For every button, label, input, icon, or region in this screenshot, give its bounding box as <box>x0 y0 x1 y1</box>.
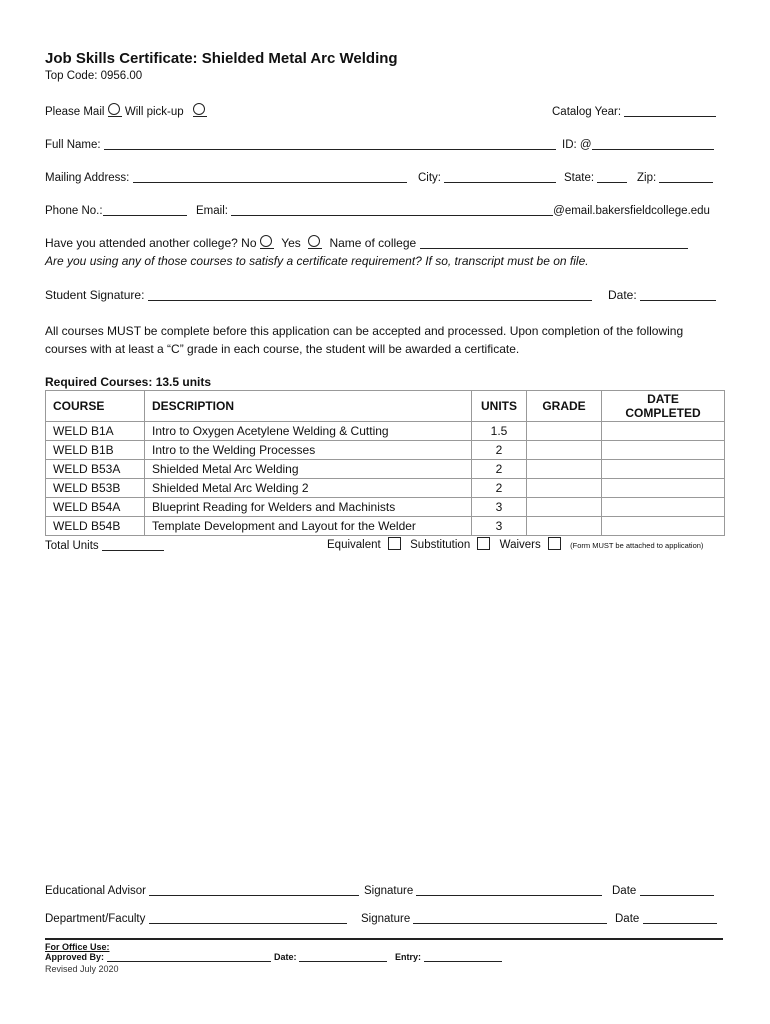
course-units: 3 <box>472 498 527 517</box>
full-name-label: Full Name: <box>45 139 101 151</box>
total-units-label: Total Units <box>45 540 99 552</box>
college-name-label: Name of college <box>329 236 417 250</box>
full-name-line[interactable] <box>104 137 556 150</box>
courses-table <box>45 390 725 536</box>
zip-label: Zip: <box>637 172 657 184</box>
substitution-label: Substitution <box>410 539 471 551</box>
please-mail-radio[interactable] <box>108 104 122 117</box>
col-course: COURSE <box>46 391 145 422</box>
faculty-signature-line[interactable] <box>413 911 607 924</box>
date-completed-cell[interactable] <box>602 441 725 460</box>
required-courses-heading: Required Courses: 13.5 units <box>45 375 212 389</box>
entry-label: Entry: <box>395 952 422 962</box>
course-code: WELD B53A <box>46 460 145 479</box>
instructions-paragraph: All courses MUST be complete before this application can be accepted and processed. Upon completion of the following courses with at least a “C” grade in each course, the student will be awarded a certificate. <box>45 324 684 356</box>
city-label: City: <box>418 172 441 184</box>
faculty-signature-label: Signature <box>361 913 411 925</box>
date-completed-cell[interactable] <box>602 517 725 536</box>
delivery-options <box>45 104 207 118</box>
equivalent-checkbox[interactable] <box>388 537 401 550</box>
department-faculty-label: Department/Faculty <box>45 913 146 925</box>
total-units-line[interactable] <box>102 538 164 551</box>
course-description: Shielded Metal Arc Welding <box>145 460 472 479</box>
email-label: Email: <box>196 205 228 217</box>
office-date-label: Date: <box>274 952 297 962</box>
course-code: WELD B1B <box>46 441 145 460</box>
full-name-field[interactable] <box>45 137 556 151</box>
grade-cell[interactable] <box>527 441 602 460</box>
office-divider <box>45 938 723 940</box>
table-row <box>46 422 725 441</box>
table-row <box>46 460 725 479</box>
office-entry[interactable] <box>395 952 502 962</box>
will-pickup-radio[interactable] <box>193 104 207 117</box>
department-faculty-line[interactable] <box>149 911 347 924</box>
entry-line[interactable] <box>424 953 502 962</box>
office-date-line[interactable] <box>299 953 387 962</box>
student-date-field[interactable] <box>608 288 716 302</box>
educational-advisor-field[interactable] <box>45 883 359 897</box>
state-label: State: <box>564 172 595 184</box>
advisor-date-line[interactable] <box>640 883 714 896</box>
phone-field[interactable] <box>45 203 187 217</box>
advisor-date-field[interactable] <box>612 883 714 897</box>
phone-label: Phone No.: <box>45 205 103 217</box>
no-radio[interactable] <box>260 236 274 249</box>
table-row <box>46 479 725 498</box>
date-completed-cell[interactable] <box>602 479 725 498</box>
course-units: 1.5 <box>472 422 527 441</box>
catalog-year-line[interactable] <box>624 104 716 117</box>
zip-line[interactable] <box>659 170 713 183</box>
catalog-year-label: Catalog Year: <box>552 106 622 118</box>
grade-cell[interactable] <box>527 422 602 441</box>
advisor-signature-line[interactable] <box>416 883 602 896</box>
waivers-checkbox[interactable] <box>548 537 561 550</box>
course-code: WELD B54B <box>46 517 145 536</box>
student-signature-label: Student Signature: <box>45 288 145 302</box>
office-date[interactable] <box>274 952 387 962</box>
course-description: Template Development and Layout for the Welder <box>145 517 472 536</box>
yes-label: Yes <box>281 236 301 250</box>
course-units: 2 <box>472 479 527 498</box>
course-description: Intro to Oxygen Acetylene Welding & Cutting <box>145 422 472 441</box>
student-signature-field[interactable] <box>45 288 592 302</box>
student-date-line[interactable] <box>640 288 716 301</box>
department-faculty-field[interactable] <box>45 911 347 925</box>
top-code: Top Code: 0956.00 <box>45 70 143 82</box>
course-description: Blueprint Reading for Welders and Machinists <box>145 498 472 517</box>
city-line[interactable] <box>444 170 556 183</box>
grade-cell[interactable] <box>527 460 602 479</box>
other-college-question: Have you attended another college? <box>45 236 238 250</box>
total-units-field[interactable] <box>45 538 164 552</box>
course-units: 2 <box>472 441 527 460</box>
city-field[interactable] <box>418 170 556 184</box>
table-row <box>46 517 725 536</box>
col-date-completed: DATE COMPLETED <box>602 391 725 422</box>
course-code: WELD B53B <box>46 479 145 498</box>
faculty-signature-field[interactable] <box>361 911 607 925</box>
college-name-line[interactable] <box>420 236 688 249</box>
advisor-signature-field[interactable] <box>364 883 602 897</box>
col-grade: GRADE <box>527 391 602 422</box>
course-units: 2 <box>472 460 527 479</box>
course-units: 3 <box>472 517 527 536</box>
mailing-address-line[interactable] <box>133 170 407 183</box>
educational-advisor-label: Educational Advisor <box>45 885 147 897</box>
email-line[interactable] <box>231 203 553 216</box>
phone-line[interactable] <box>103 203 187 216</box>
student-date-label: Date: <box>608 288 637 302</box>
office-use-heading: For Office Use: <box>45 942 110 952</box>
date-completed-cell[interactable] <box>602 498 725 517</box>
advisor-signature-label: Signature <box>364 885 414 897</box>
approved-by-line[interactable] <box>107 953 271 962</box>
mailing-address-field[interactable] <box>45 170 407 184</box>
yes-radio[interactable] <box>308 236 322 249</box>
page-title: Job Skills Certificate: Shielded Metal Arc Welding <box>45 50 398 67</box>
other-college-row <box>45 236 688 250</box>
course-code: WELD B54A <box>46 498 145 517</box>
grade-cell[interactable] <box>527 479 602 498</box>
grade-cell[interactable] <box>527 498 602 517</box>
id-label: ID: @ <box>562 139 592 151</box>
course-code: WELD B1A <box>46 422 145 441</box>
date-completed-cell[interactable] <box>602 460 725 479</box>
approved-by-label: Approved By: <box>45 952 105 962</box>
exceptions-row <box>327 537 703 551</box>
email-domain: @email.bakersfieldcollege.edu <box>553 205 710 217</box>
will-pickup-label: Will pick-up <box>124 106 184 118</box>
course-description: Shielded Metal Arc Welding 2 <box>145 479 472 498</box>
grade-cell[interactable] <box>527 517 602 536</box>
please-mail-label: Please Mail <box>45 106 105 118</box>
equivalent-label: Equivalent <box>327 539 381 551</box>
mailing-address-label: Mailing Address: <box>45 172 130 184</box>
col-description: DESCRIPTION <box>145 391 472 422</box>
advisor-date-label: Date <box>612 885 637 897</box>
office-approved-by[interactable] <box>45 952 271 962</box>
id-field[interactable] <box>562 137 714 151</box>
state-field[interactable] <box>564 170 627 184</box>
date-completed-cell[interactable] <box>602 422 725 441</box>
form-attached-note: (Form MUST be attached to application) <box>570 541 704 550</box>
col-units: UNITS <box>472 391 527 422</box>
faculty-date-field[interactable] <box>615 911 717 925</box>
table-header-row <box>46 391 725 422</box>
revised-date: Revised July 2020 <box>45 964 119 974</box>
substitution-checkbox[interactable] <box>477 537 490 550</box>
catalog-year-field[interactable] <box>552 104 716 118</box>
educational-advisor-line[interactable] <box>149 883 359 896</box>
table-row <box>46 498 725 517</box>
waivers-label: Waivers <box>499 539 541 551</box>
state-line[interactable] <box>597 170 627 183</box>
table-row <box>46 441 725 460</box>
no-label: No <box>241 236 257 250</box>
course-description: Intro to the Welding Processes <box>145 441 472 460</box>
id-line[interactable] <box>592 137 714 150</box>
transcript-note: Are you using any of those courses to satisfy a certificate requirement? If so, transcript must be on file. <box>45 254 589 268</box>
faculty-date-label: Date <box>615 913 640 925</box>
faculty-date-line[interactable] <box>643 911 717 924</box>
student-signature-line[interactable] <box>148 288 592 301</box>
email-field[interactable] <box>196 203 710 217</box>
zip-field[interactable] <box>637 170 713 184</box>
